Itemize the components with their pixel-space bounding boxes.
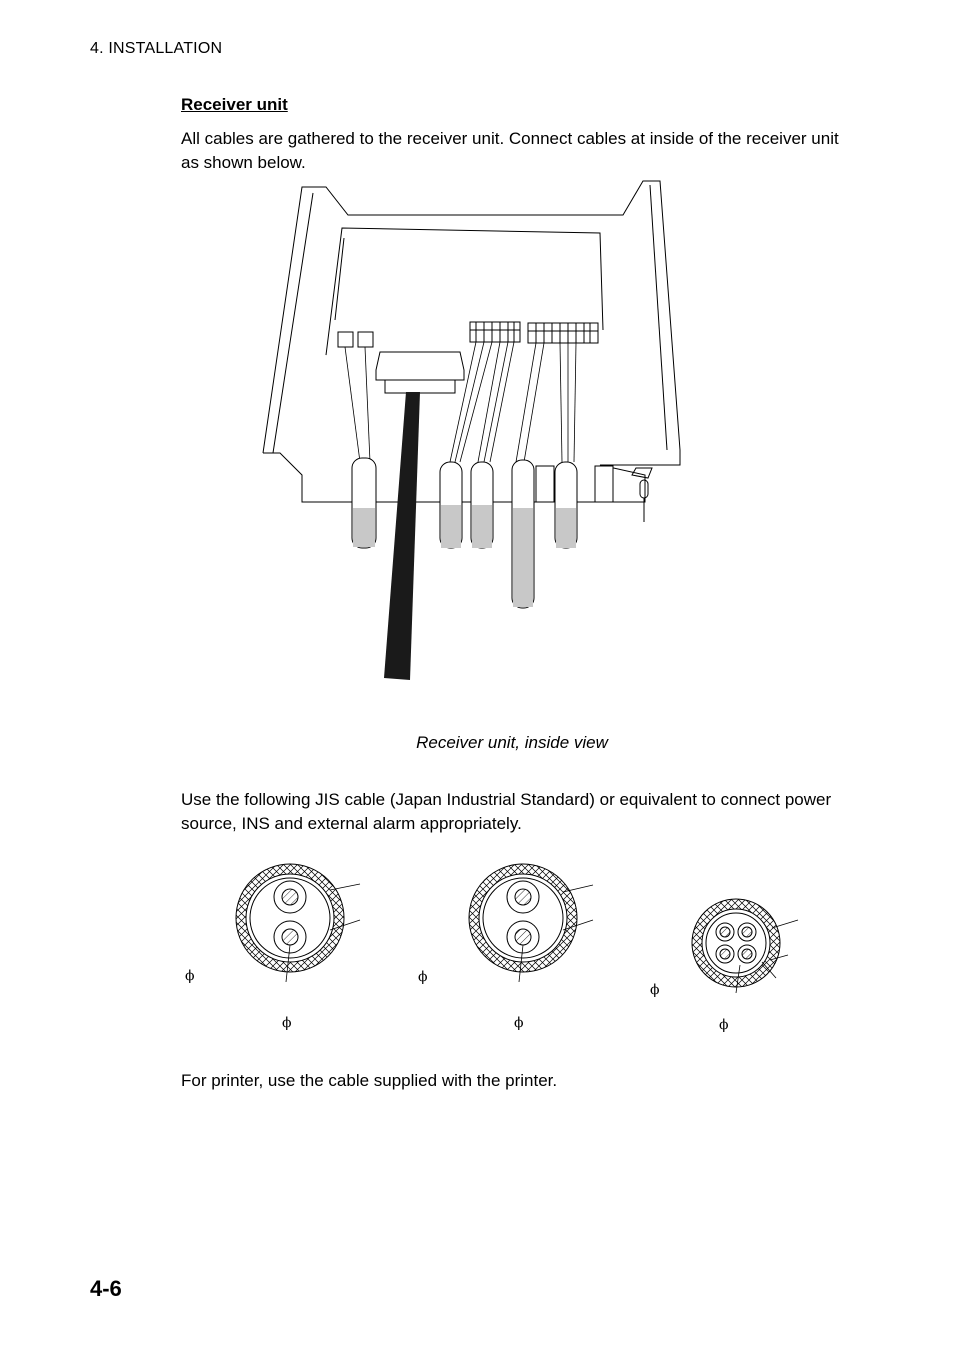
figure-caption: Receiver unit, inside view xyxy=(416,733,608,752)
intro-paragraph: All cables are gathered to the receiver unit. Connect cables at inside of the receiver unit as shown below. xyxy=(181,129,839,172)
receiver-unit-heading: Receiver unit xyxy=(181,95,288,114)
jis-cable-paragraph: Use the following JIS cable (Japan Industrial Standard) or equivalent to connect power source, INS and external alarm appropriately. xyxy=(181,790,832,833)
phi-label-b-outer: ϕ xyxy=(418,969,428,985)
phi-label-a-outer: ϕ xyxy=(185,968,195,984)
section-header: 4. INSTALLATION xyxy=(90,40,223,57)
cable-section-a xyxy=(236,864,360,982)
phi-label-a-inner: ϕ xyxy=(282,1015,292,1031)
phi-label-b-inner: ϕ xyxy=(514,1015,524,1031)
page-number: 4-6 xyxy=(90,1276,122,1301)
cable-section-c xyxy=(692,899,798,993)
phi-label-c-outer: ϕ xyxy=(650,982,660,998)
cable-section-b xyxy=(469,864,593,982)
phi-label-c-inner: ϕ xyxy=(719,1017,729,1033)
printer-paragraph: For printer, use the cable supplied with the printer. xyxy=(181,1071,558,1090)
